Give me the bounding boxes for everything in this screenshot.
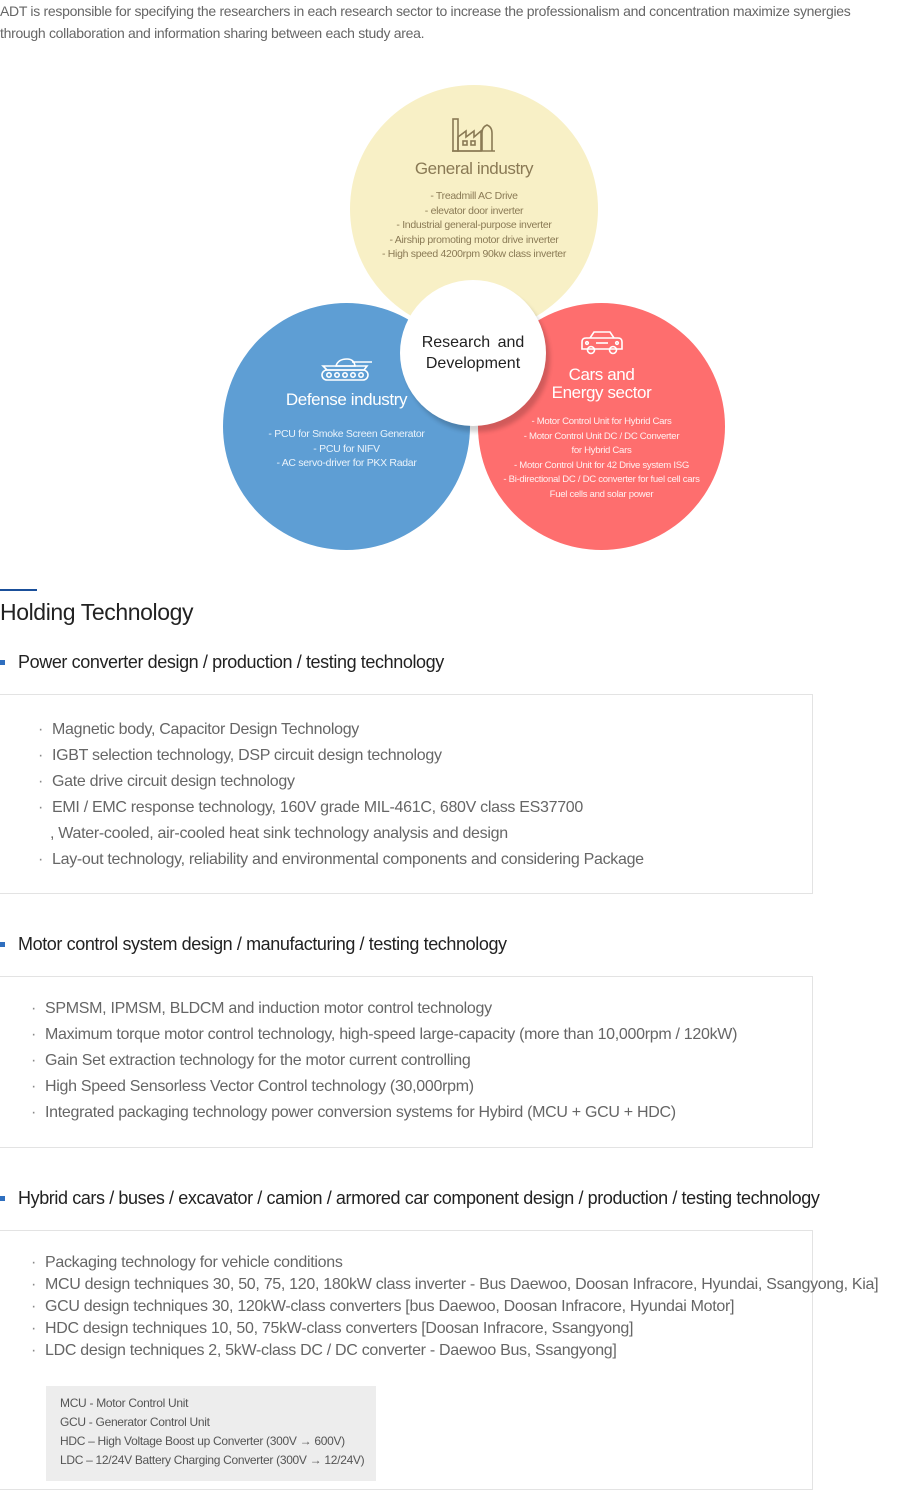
list-item: - Airship promoting motor drive inverter bbox=[389, 233, 559, 246]
cars-energy-title-line1: Cars and bbox=[568, 365, 635, 384]
section-box-power-converter bbox=[0, 694, 813, 894]
list-item: · Packaging technology for vehicle conditions bbox=[45, 1252, 878, 1274]
list-item: - Motor Control Unit DC / DC Converter bbox=[523, 430, 680, 442]
square-bullet-icon bbox=[0, 1196, 5, 1201]
note-line: MCU - Motor Control Unit bbox=[60, 1396, 189, 1410]
general-industry-list bbox=[350, 189, 598, 262]
list-item: - Motor Control Unit for Hybrid Cars bbox=[531, 416, 672, 427]
list-item: · GCU design techniques 30, 120kW-class converters [bus Daewoo, Doosan Infracore, Hyundai Motor] bbox=[45, 1296, 878, 1318]
bullet-icon: · bbox=[31, 1104, 37, 1121]
square-bullet-icon bbox=[0, 942, 5, 947]
list-item-continuation: , Water-cooled, air-cooled heat sink technology analysis and design bbox=[50, 825, 508, 842]
tank-icon bbox=[320, 356, 374, 387]
defense-industry-title: Defense industry bbox=[285, 390, 408, 409]
section-title: Power converter design / production / testing technology bbox=[18, 651, 444, 672]
list-item: - Bi-directional DC / DC converter for fuel cell cars bbox=[503, 474, 700, 485]
section-title: Motor control system design / manufacturing / testing technology bbox=[18, 933, 507, 954]
square-bullet-icon bbox=[0, 660, 5, 665]
list-item: - Treadmill AC Drive bbox=[430, 190, 518, 202]
section-heading-power-converter bbox=[0, 650, 444, 674]
note-line: GCU - Generator Control Unit bbox=[60, 1415, 210, 1429]
list-item: - PCU for NIFV bbox=[313, 442, 380, 455]
list-item: - High speed 4200rpm 90kw class inverter bbox=[381, 248, 567, 260]
list-item: · Gain Set extraction technology for the motor current controlling bbox=[45, 1048, 737, 1074]
list-item: · Integrated packaging technology power conversion systems for Hybird (MCU + GCU + HDC) bbox=[45, 1100, 737, 1126]
bullet-icon: · bbox=[31, 1320, 37, 1337]
bullet-icon: · bbox=[38, 773, 44, 790]
note-line: HDC – High Voltage Boost up Converter (300V → 600V) bbox=[60, 1434, 345, 1448]
intro-text: ADT is responsible for specifying the researchers in each research sector to increase the professionalism and concentration maximize synergies through collaboration and information sharing between each study area. bbox=[0, 3, 851, 41]
list-item: · High Speed Sensorless Vector Control technology (30,000rpm) bbox=[45, 1074, 737, 1100]
section-heading-hybrid-cars bbox=[0, 1186, 819, 1210]
list-item: - AC servo-driver for PKX Radar bbox=[276, 457, 417, 469]
bullet-icon: · bbox=[31, 1000, 37, 1017]
list-item: · EMI / EMC response technology, 160V grade MIL-461C, 680V class ES37700 bbox=[52, 795, 644, 821]
list-item: - Industrial general-purpose inverter bbox=[396, 219, 552, 231]
defense-industry-list bbox=[223, 427, 470, 471]
bullet-icon: · bbox=[38, 799, 44, 816]
bullet-icon: · bbox=[31, 1342, 37, 1359]
general-industry-title: General industry bbox=[414, 159, 534, 178]
list-item: · LDC design techniques 2, 5kW-class DC / DC converter - Daewoo Bus, Ssangyong] bbox=[45, 1340, 878, 1362]
note-line: LDC – 12/24V Battery Charging Converter (300V → 12/24V) bbox=[60, 1453, 365, 1467]
bullet-icon: · bbox=[31, 1298, 37, 1315]
list-item: · SPMSM, IPMSM, BLDCM and induction motor control technology bbox=[45, 996, 737, 1022]
section-title: Hybrid cars / buses / excavator / camion / armored car component design / production / testing technology bbox=[18, 1187, 820, 1208]
list-item: · Gate drive circuit design technology bbox=[52, 769, 644, 795]
section-heading-motor-control bbox=[0, 932, 507, 956]
heading-accent-bar bbox=[0, 589, 37, 591]
list-item: · IGBT selection technology, DSP circuit design technology bbox=[52, 743, 644, 769]
bullet-icon: · bbox=[31, 1026, 37, 1043]
list-item: for Hybrid Cars bbox=[571, 445, 632, 456]
car-icon bbox=[579, 330, 625, 361]
list-item: · MCU design techniques 30, 50, 75, 120, 180kW class inverter - Bus Daewoo, Doosan Infracore, Hyundai, Ssangyong, Kia] bbox=[45, 1274, 878, 1296]
bullet-icon: · bbox=[38, 721, 44, 738]
list-item: · Magnetic body, Capacitor Design Technology bbox=[52, 717, 644, 743]
bullet-icon: · bbox=[31, 1254, 37, 1271]
cars-energy-list bbox=[478, 415, 725, 502]
list-item: · HDC design techniques 10, 50, 75kW-class converters [Doosan Infracore, Ssangyong] bbox=[45, 1318, 878, 1340]
center-label-line2: Development bbox=[425, 355, 521, 372]
section-box-motor-control bbox=[0, 976, 813, 1148]
bullet-icon: · bbox=[38, 851, 44, 868]
list-item: - Motor Control Unit for 42 Drive system ISG bbox=[514, 459, 689, 471]
list-item: · Maximum torque motor control technology, high-speed large-capacity (more than 10,000rpm / 120kW) bbox=[45, 1022, 737, 1048]
center-label-line1: Research and bbox=[421, 334, 525, 351]
center-label bbox=[422, 332, 525, 374]
holding-technology-title: Holding Technology bbox=[0, 599, 194, 625]
list-item: - elevator door inverter bbox=[424, 204, 524, 217]
bullet-icon: · bbox=[38, 747, 44, 764]
list-item: · Lay-out technology, reliability and environmental components and considering Package bbox=[52, 847, 644, 873]
bullet-icon: · bbox=[31, 1052, 37, 1069]
bullet-icon: · bbox=[31, 1276, 37, 1293]
cars-energy-title-line2: Energy sector bbox=[551, 383, 652, 402]
abbreviation-note bbox=[46, 1386, 376, 1481]
list-item: Fuel cells and solar power bbox=[549, 488, 654, 500]
research-development-center bbox=[400, 280, 546, 426]
list-item: - PCU for Smoke Screen Generator bbox=[268, 428, 425, 440]
factory-icon bbox=[451, 117, 497, 160]
bullet-icon: · bbox=[31, 1078, 37, 1095]
